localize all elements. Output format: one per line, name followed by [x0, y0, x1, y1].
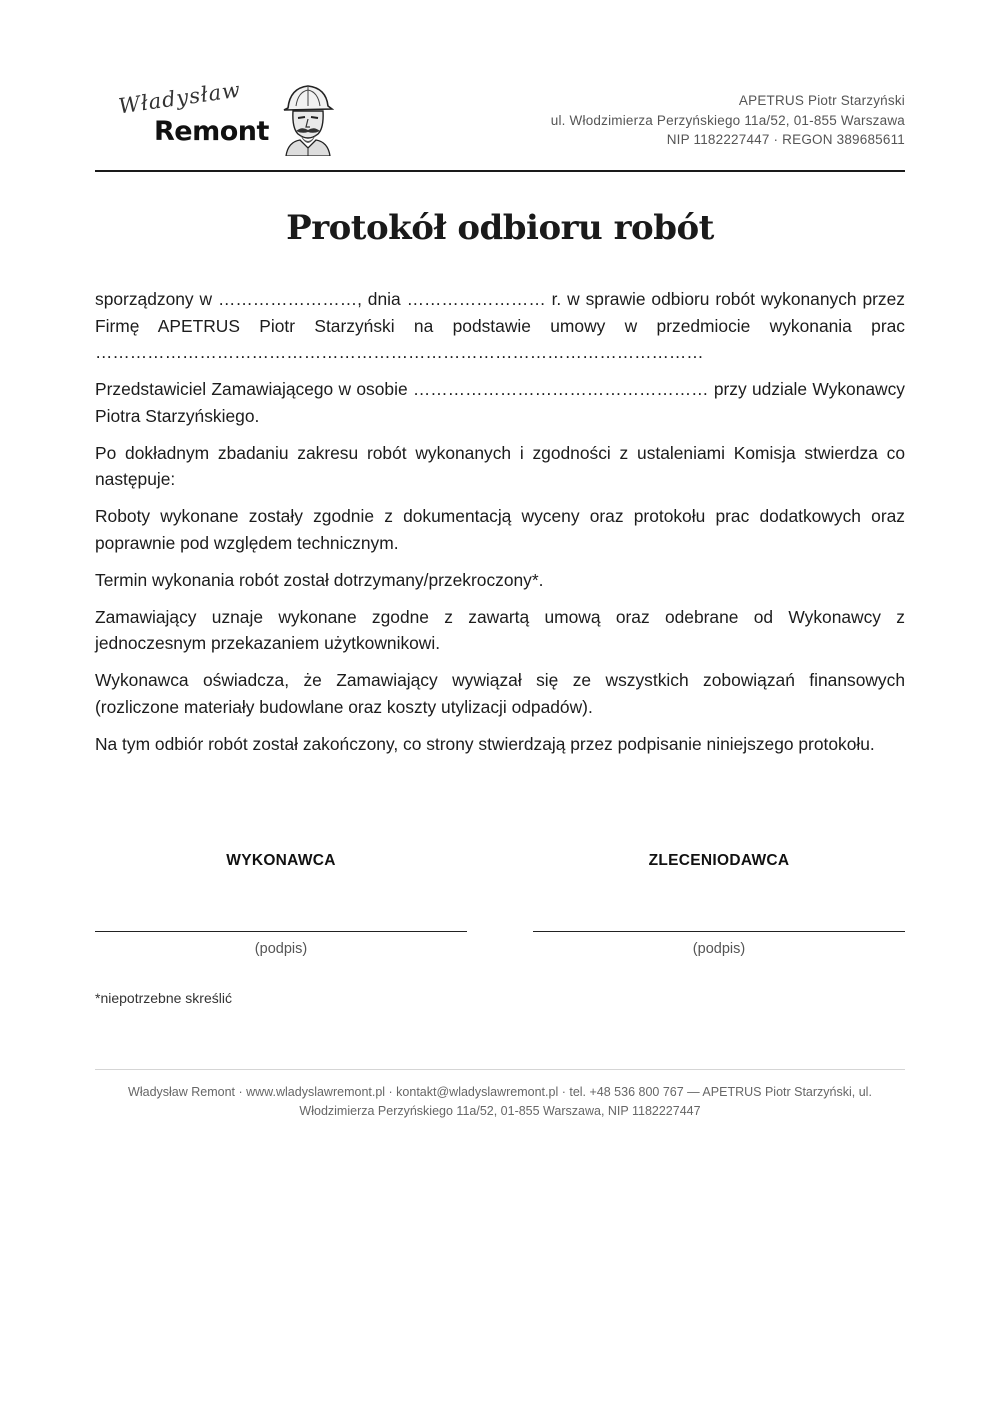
footer-line-1: Władysław Remont · www.wladyslawremont.pl · kontakt@wladyslawremont.pl · tel. +48 536 800 767 — APETRUS Piotr Starzyński, ul. — [128, 1085, 872, 1099]
footnote: *niepotrzebne skreślić — [95, 990, 232, 1006]
paragraph-examination: Po dokładnym zbadaniu zakresu robót wykonanych i zgodności z ustaleniami Komisja stwierdza co następuje: — [95, 442, 905, 489]
company-info — [551, 91, 905, 150]
logo-script-text: Władysław — [116, 77, 243, 119]
footer-divider — [95, 1069, 905, 1070]
company-address: ul. Włodzimierza Perzyńskiego 11a/52, 01-855 Warszawa — [550, 112, 905, 128]
paragraph-conclusion: Na tym odbiór robót został zakończony, co strony stwierdzają przez podpisanie niniejszego protokołu. — [95, 733, 875, 754]
logo-bold-text: Remont — [154, 116, 269, 147]
company-registration: NIP 1182227447 · REGON 389685611 — [666, 132, 905, 147]
footer-line-2: Włodzimierza Perzyńskiego 11a/52, 01-855 Warszawa, NIP 1182227447 — [299, 1103, 701, 1118]
paragraph-financial: Wykonawca oświadcza, że Zamawiający wywiązał się ze wszystkich zobowiązań finansowych (rozliczone materiały budowlane oraz koszty utylizacji odpadów). — [95, 670, 905, 717]
contractor-signature-caption: (podpis) — [254, 941, 308, 957]
header-divider — [95, 170, 905, 172]
paragraph-compliance: Roboty wykonane zostały zgodnie z dokumentacją wyceny oraz protokołu prac dodatkowych oraz poprawnie pod względem technicznym. — [95, 506, 905, 553]
client-signature-caption: (podpis) — [692, 941, 746, 957]
client-signature-label: ZLECENIODAWCA — [648, 852, 790, 869]
contractor-signature-label: WYKONAWCA — [226, 852, 336, 869]
paragraph-deadline: Termin wykonania robót został dotrzymany/przekroczony*. — [95, 569, 544, 590]
worker-portrait-icon — [280, 82, 334, 156]
page-footer — [95, 1083, 905, 1120]
company-logo — [116, 77, 336, 156]
document-body — [95, 286, 905, 768]
client-signature-line — [533, 931, 905, 932]
contractor-signature-line — [95, 931, 467, 932]
paragraph-intro: sporządzony w ……………………, dnia …………………… r. w sprawie odbioru robót wykonanych przez Firmę APETRUS Piotr Starzyński na podstawie umowy w przedmiocie wykonania prac …………………………………………………………………………………………… — [95, 289, 905, 362]
paragraph-representative: Przedstawiciel Zamawiającego w osobie …………………………………………… przy udziale Wykonawcy Piotra Starzyńskiego. — [95, 379, 905, 426]
paragraph-acceptance: Zamawiający uznaje wykonane zgodne z zawartą umową oraz odebrane od Wykonawcy z jednoczesnym przekazaniem użytkownikowi. — [95, 606, 905, 653]
company-name: APETRUS Piotr Starzyński — [738, 93, 905, 108]
document-title: Protokół odbioru robót — [286, 208, 714, 248]
